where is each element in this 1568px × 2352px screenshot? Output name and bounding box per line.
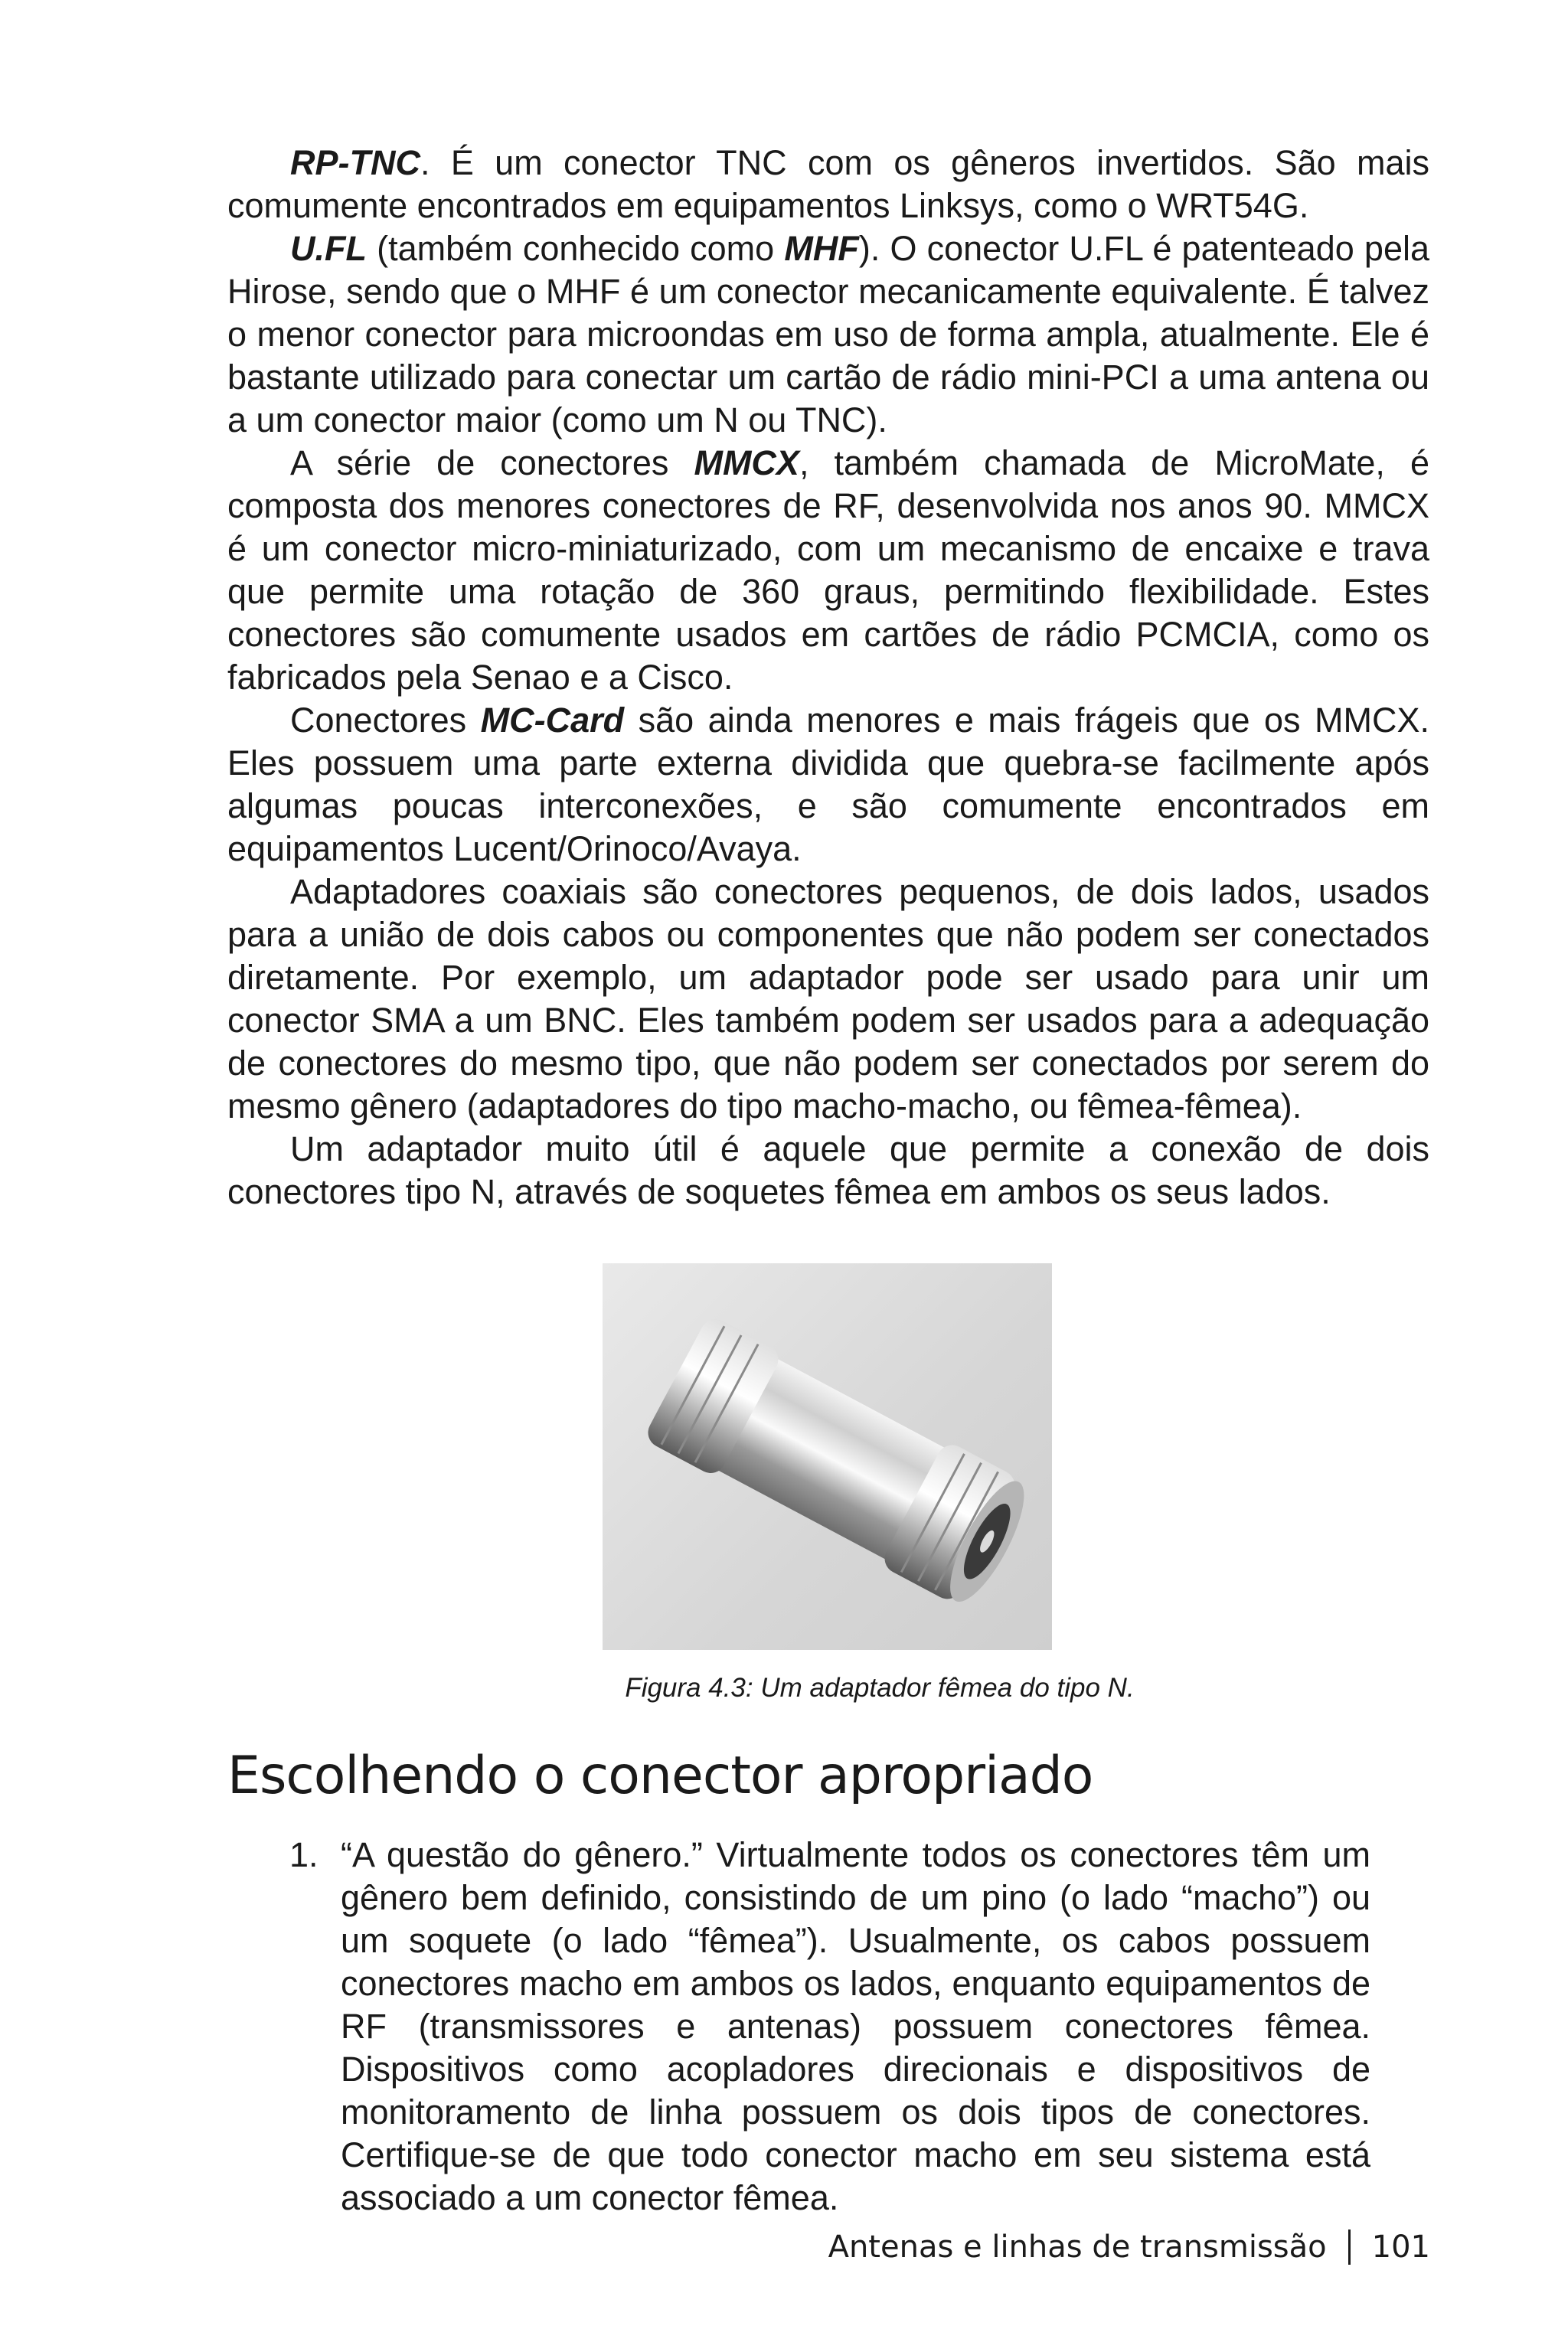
paragraph-mmcx (227, 442, 1429, 699)
numbered-list (289, 1834, 1370, 2220)
list-item-number: 1. (289, 1835, 318, 1874)
paragraph-text: (também conhecido como (366, 229, 785, 268)
term-mhf: MHF (784, 229, 859, 268)
paragraph-lead: A série de conectores (290, 443, 694, 482)
term-rp-tnc: RP-TNC (290, 143, 420, 182)
paragraph-n-adapter (227, 1128, 1429, 1214)
footer-chapter-title: Antenas e linhas de transmissão (828, 2230, 1327, 2265)
paragraph-text: ). O conector U.FL é patenteado pela Hirose, sendo que o MHF é um conector mecanicamente equivalente. É talvez o menor conector para microondas em uso de forma ampla, atualmente. Ele é bastante utilizado para conectar um cartão de rádio mini-PCI a uma antena ou a um conector maior (como um N ou TNC). (227, 229, 1429, 439)
body-text (227, 142, 1429, 1214)
paragraph-mc-card (227, 699, 1429, 871)
term-mmcx: MMCX (694, 443, 799, 482)
term-ufl: U.FL (290, 229, 367, 268)
page-number: 101 (1371, 2230, 1430, 2265)
paragraph-lead: Conectores (290, 701, 481, 740)
n-adapter-illustration (603, 1263, 1052, 1650)
footer-separator (1348, 2230, 1351, 2265)
paragraph-text: , também chamada de MicroMate, é composta dos menores conectores de RF, desenvolvida nos anos 90. MMCX é um conector micro-miniaturizado, com um mecanismo de encaixe e trava que permite uma rotação de 360 graus, permitindo flexibilidade. Estes conectores são comumente usados em cartões de rádio PCMCIA, como os fabricados pela Senao e a Cisco. (227, 443, 1429, 697)
paragraph-rp-tnc (227, 142, 1429, 227)
term-mc-card: MC-Card (480, 701, 625, 740)
paragraph-text: Um adaptador muito útil é aquele que permite a conexão de dois conectores tipo N, através de soquetes fêmea em ambos os seus lados. (227, 1129, 1429, 1211)
paragraph-ufl (227, 227, 1429, 442)
paragraph-text: . É um conector TNC com os gêneros invertidos. São mais comumente encontrados em equipamentos Linksys, como o WRT54G. (227, 143, 1429, 225)
paragraph-text: são ainda menores e mais frágeis que os MMCX. Eles possuem uma parte externa dividida que quebra-se facilmente após algumas poucas interconexões, e são comumente encontrados em equipamentos Lucent/Orinoco/Avaya. (227, 701, 1429, 868)
section-heading: Escolhendo o conector apropriado (227, 1746, 1093, 1806)
list-item (289, 1834, 1370, 2220)
list-item-text: “A questão do gênero.” Virtualmente todos os conectores têm um gênero bem definido, consistindo de um pino (o lado “macho”) ou um soquete (o lado “fêmea”). Usualmente, os cabos possuem conectores macho em ambos os lados, enquanto equipamentos de RF (transmissores e antenas) possuem conectores fêmea. Dispositivos como acopladores direcionais e dispositivos de monitoramento de linha possuem os dois tipos de conectores. Certifique-se de que todo conector macho em seu sistema está associado a um conector fêmea. (341, 1835, 1370, 2217)
figure-n-adapter-photo (603, 1263, 1052, 1650)
figure-caption: Figura 4.3: Um adaptador fêmea do tipo N. (625, 1673, 1135, 1703)
page-footer (828, 2230, 1430, 2265)
paragraph-text: Adaptadores coaxiais são conectores pequenos, de dois lados, usados para a união de dois cabos ou componentes que não podem ser conectados diretamente. Por exemplo, um adaptador pode ser usado para unir um conector SMA a um BNC. Eles também podem ser usados para a adequação de conectores do mesmo tipo, que não podem ser conectados por serem do mesmo gênero (adaptadores do tipo macho-macho, ou fêmea-fêmea). (227, 872, 1429, 1125)
paragraph-adapters (227, 871, 1429, 1128)
